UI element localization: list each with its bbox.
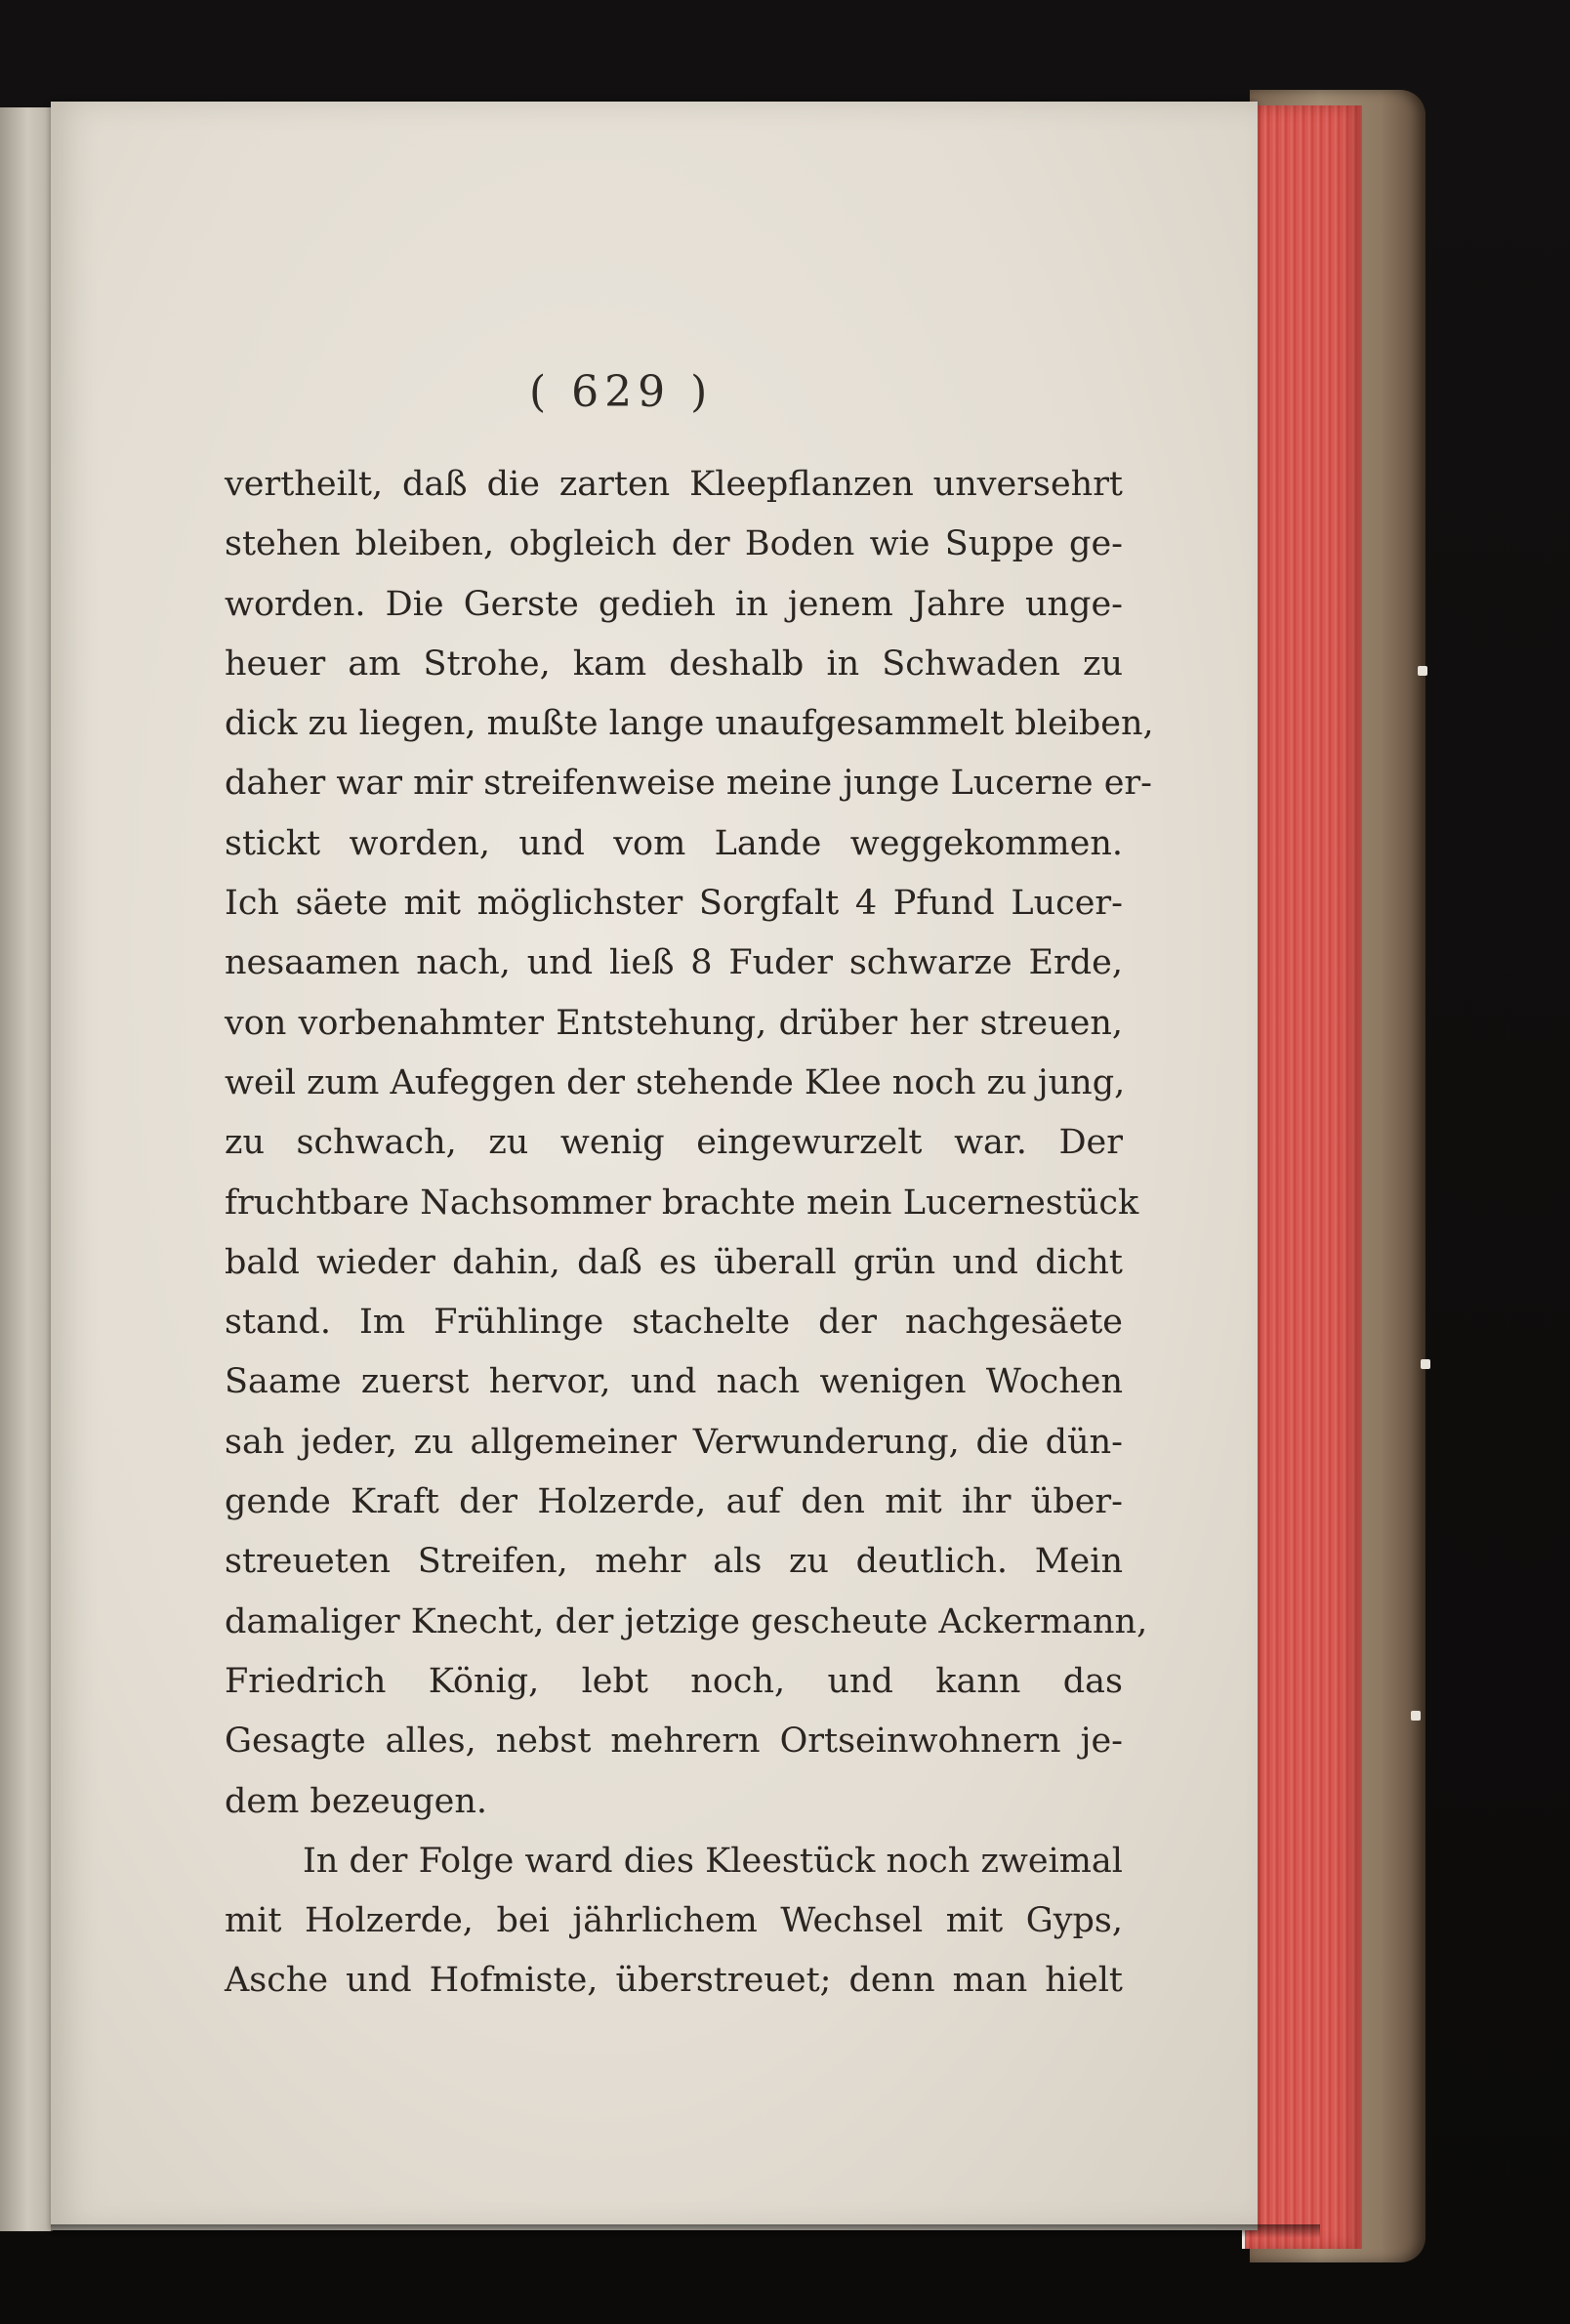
text-line: von vorbenahmter Entstehung, drüber her streuen, bbox=[225, 1003, 1123, 1043]
text-line: streueten Streifen, mehr als zu deutlich. Mein bbox=[225, 1542, 1123, 1582]
text-line: bald wieder dahin, daß es überall grün und dicht bbox=[225, 1242, 1123, 1282]
text-line: stickt worden, und vom Lande weggekommen. bbox=[225, 823, 1123, 863]
book-page bbox=[51, 102, 1258, 2230]
text-line: Gesagte alles, nebst mehrern Ortseinwohnern je- bbox=[225, 1722, 1123, 1762]
page-number: ( 629 ) bbox=[529, 367, 714, 417]
text-line: worden. Die Gerste gedieh in jenem Jahre unge- bbox=[225, 584, 1123, 624]
text-line: stand. Im Frühlinge stachelte der nachgesäete bbox=[225, 1303, 1123, 1343]
cover-wear-mark bbox=[1411, 1711, 1421, 1721]
text-line: Saame zuerst hervor, und nach wenigen Wochen bbox=[225, 1362, 1123, 1402]
text-line: heuer am Strohe, kam deshalb in Schwaden zu bbox=[225, 643, 1123, 684]
text-line: In der Folge ward dies Kleestück noch zweimal bbox=[303, 1841, 1123, 1881]
text-line: sah jeder, zu allgemeiner Verwunderung, die dün- bbox=[225, 1422, 1123, 1462]
text-line: Friedrich König, lebt noch, und kann das bbox=[225, 1661, 1123, 1701]
text-line: mit Holzerde, bei jährlichem Wechsel mit Gyps, bbox=[225, 1901, 1123, 1941]
text-line: gende Kraft der Holzerde, auf den mit ihr über- bbox=[225, 1482, 1123, 1522]
text-line: weil zum Aufeggen der stehende Klee noch zu jung, bbox=[225, 1062, 1126, 1102]
text-line: daher war mir streifenweise meine junge Lucerne er- bbox=[225, 764, 1152, 804]
text-line: fruchtbare Nachsommer brachte mein Lucernestück bbox=[225, 1183, 1139, 1223]
text-line: stehen bleiben, obgleich der Boden wie Suppe ge- bbox=[225, 524, 1123, 564]
page-text bbox=[225, 455, 1154, 2012]
text-line: Asche und Hofmiste, überstreuet; denn man hielt bbox=[225, 1961, 1123, 2001]
text-line: dick zu liegen, mußte lange unaufgesammelt bleiben, bbox=[225, 704, 1154, 744]
text-line: vertheilt, daß die zarten Kleepflanzen unversehrt bbox=[225, 465, 1123, 504]
text-line: nesaamen nach, und ließ 8 Fuder schwarze Erde, bbox=[225, 943, 1123, 983]
previous-page-edge bbox=[0, 107, 53, 2231]
text-line: zu schwach, zu wenig eingewurzelt war. Der bbox=[225, 1123, 1123, 1163]
text-line: dem bezeugen. bbox=[225, 1781, 488, 1821]
text-line: damaliger Knecht, der jetzige gescheute Ackermann, bbox=[225, 1601, 1148, 1641]
page-bottom-shadow bbox=[51, 2224, 1320, 2238]
text-line: Ich säete mit möglichster Sorgfalt 4 Pfund Lucer- bbox=[225, 884, 1123, 924]
cover-wear-mark bbox=[1421, 1359, 1430, 1369]
red-page-edges bbox=[1242, 105, 1362, 2249]
cover-wear-mark bbox=[1418, 666, 1427, 676]
